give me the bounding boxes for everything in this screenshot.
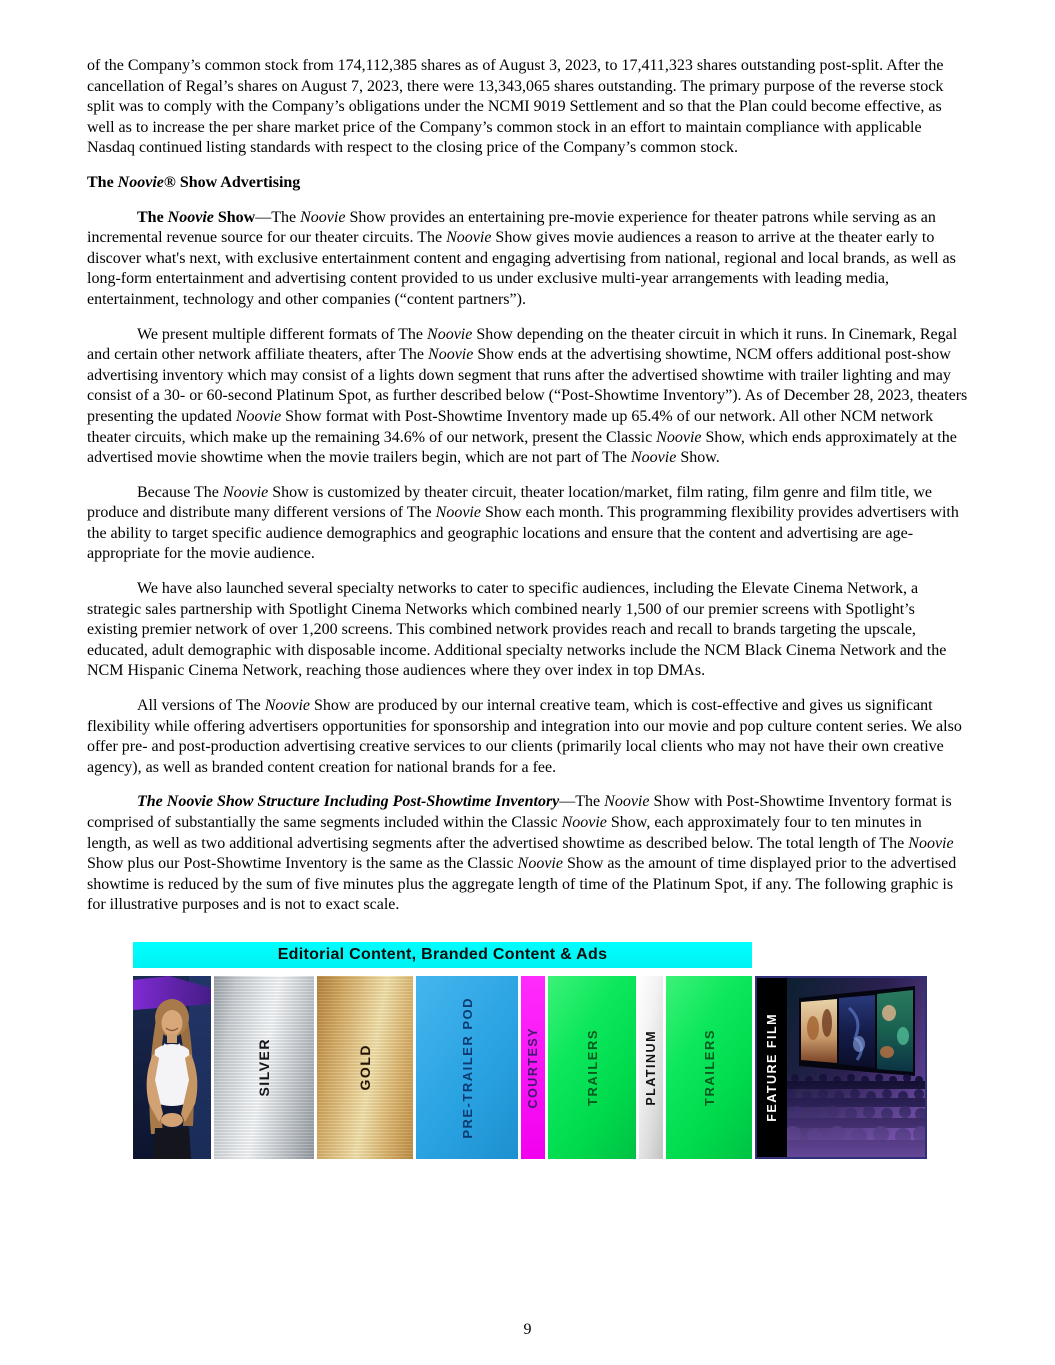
banner-label: Editorial Content, Branded Content & Ads [277,945,608,963]
segment-platinum [639,976,663,1159]
paragraph-noovie-show: The Noovie Show—The Noovie Show provides an entertaining pre-movie experience for theater patrons while serving as an incremental revenue source for our theater circuits. The Noovie Show gives movie audiences a reason to arrive at the theater early to discover what's next, with exclusive entertainment content and engaging advertising from national, regional and local brands, as well as long-form entertainment and advertising content provided to us under exclusive multi-year arrangements with leading media, entertainment, technology and other companies (“content partners”). [87,208,956,308]
segment-pre-trailer-pod [416,976,518,1159]
segment-feature-film [755,976,927,1159]
editorial-content-banner [133,942,752,968]
theater-audience-image [787,978,925,1157]
segment-trailers-2 [666,976,752,1159]
section-heading: The Noovie® Show Advertising [87,173,301,191]
segment-silver-label: SILVER [256,1038,272,1097]
paragraph-continuation: of the Company’s common stock from 174,112,385 shares as of August 3, 2023, to 17,411,323 shares outstanding post-split. After the cancellation of Regal’s shares on August 7, 2023, there were 13,343,065 shares outstanding. The primary purpose of the reverse stock split was to comply with the Company’s obligations under the NCMI 9019 Settlement and so that the Plan could become effective, as well as to increase the per share market price of the Company’s common stock in an effort to maintain compliance with applicable Nasdaq continued listing standards with respect to the closing price of the Company’s common stock. [87,57,944,157]
segment-feature-film-label: FEATURE FILM [765,1013,779,1122]
segment-pre-trailer-pod-label: PRE-TRAILER POD [459,996,475,1139]
host-photo-image [133,976,211,1159]
host-photo-illustration [133,976,211,1159]
segment-gold [317,976,413,1159]
paragraph-show-structure: The Noovie Show Structure Including Post-Showtime Inventory—The Noovie Show with Post-Showtime Inventory format is comprised of substantially the same segments included within the Classic Noovie Show, each approximately four to ten minutes in length, as well as two additional advertising segments after the advertised showtime as described below. The total length of The Noovie Show plus our Post-Showtime Inventory is the same as the Classic Noovie Show as the amount of time displayed prior to the advertised showtime is reduced by the sum of five minutes plus the aggregate length of time of the Platinum Spot, if any. The following graphic is for illustrative purposes and is not to exact scale. [87,793,957,914]
paragraph-show-formats: We present multiple different formats of The Noovie Show depending on the theater circuit in which it runs. In Cinemark, Regal and certain other network affiliate theaters, after The Noovie Show ends at the advertising showtime, NCM offers additional post-show advertising inventory which may consist of a lights down segment that runs after the advertised showtime with trailer lighting and may consist of a 30- or 60-second Platinum Spot, as further described below (“Post-Showtime Inventory”). As of December 28, 2023, theaters presenting the updated Noovie Show format with Post-Showtime Inventory made up 65.4% of our network. All other NCM network theater circuits, which make up the remaining 34.6% of our network, present the Classic Noovie Show, which ends approximately at the advertised movie showtime when the movie trailers begin, which are not part of The Noovie Show. [87,325,968,467]
segment-gold-label: GOLD [357,1044,373,1091]
segment-platinum-label: PLATINUM [644,1029,658,1106]
feature-film-strip [757,978,787,1157]
paragraph-customized: Because The Noovie Show is customized by theater circuit, theater location/market, film rating, film genre and film title, we produce and distribute many different versions of The Noovie Show each month. This programming flexibility provides advertisers with the ability to target specific audience demographics and geographic locations and ensure that the content and advertising are age-appropriate for the movie audience. [87,483,959,563]
segment-trailers-2-label: TRAILERS [701,1028,717,1106]
show-segment-bars [133,976,927,1159]
segment-trailers-1-label: TRAILERS [584,1028,600,1106]
page-number: 9 [523,1321,532,1338]
segment-trailers-1 [548,976,636,1159]
segment-silver [214,976,314,1159]
paragraph-specialty-networks: We have also launched several specialty networks to cater to specific audiences, including the Elevate Cinema Network, a strategic sales partnership with Spotlight Cinema Networks which combined nearly 1,500 of our premier screens with Spotlight’s existing premier network of over 1,200 screens. This combined network provides reach and recall to brands targeting the upscale, educated, adult demographic with disposable income. Additional specialty networks include the NCM Black Cinema Network and the NCM Hispanic Cinema Network, reaching those audiences where they over index in top DMAs. [87,580,947,680]
segment-courtesy-label: COURTESY [526,1026,540,1109]
segment-courtesy [521,976,545,1159]
noovie-show-structure-diagram [133,942,927,1159]
paragraph-all-versions: All versions of The Noovie Show are produced by our internal creative team, which is cost-effective and gives us significant flexibility while offering advertisers opportunities for sponsorship and integration into our movie and pop culture content series. We also offer pre- and post-production advertising creative services to our clients (primarily local clients who may not have their own creative agency), as well as branded content creation for national brands for a fee. [87,697,962,776]
document-body [87,56,969,1159]
